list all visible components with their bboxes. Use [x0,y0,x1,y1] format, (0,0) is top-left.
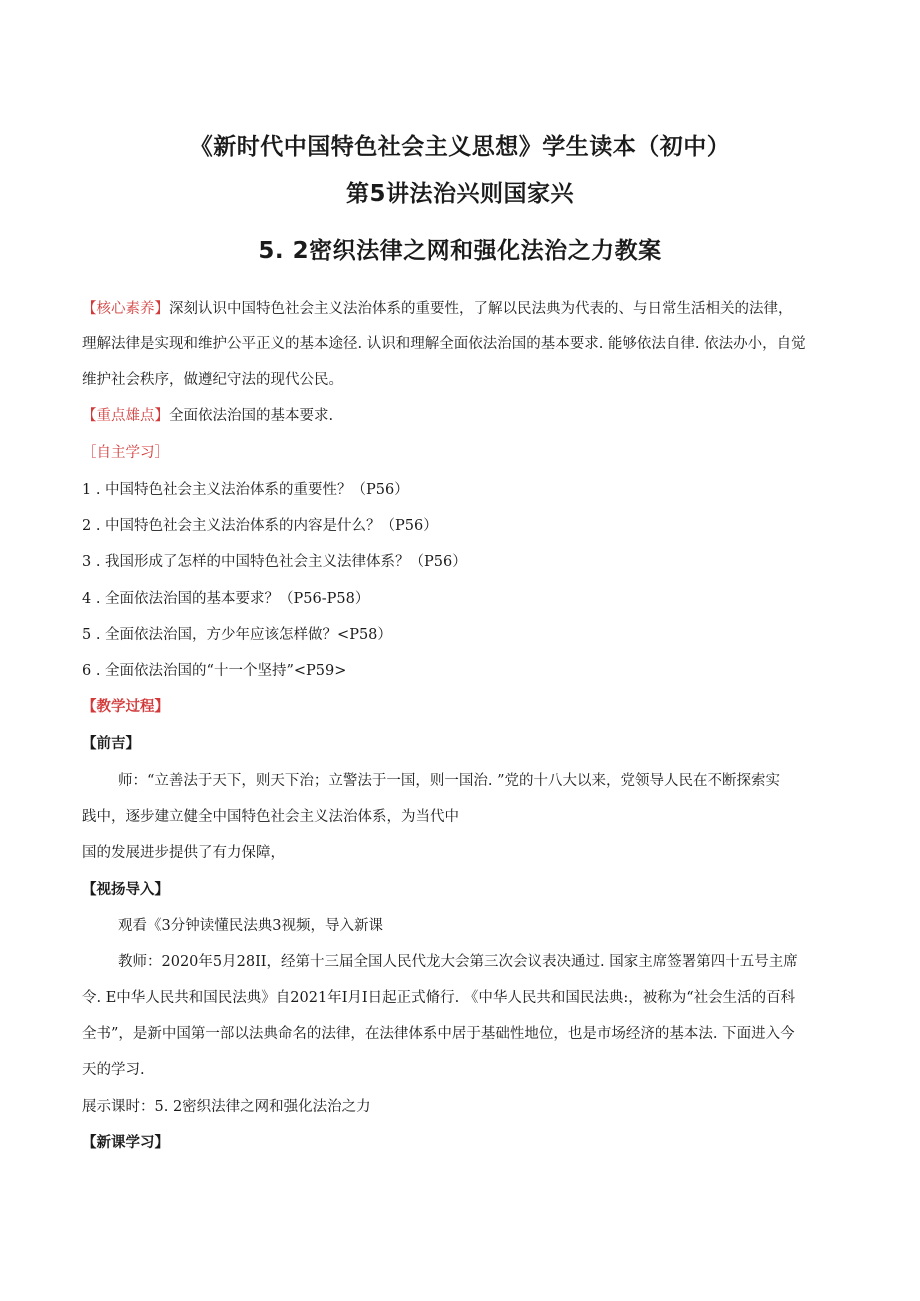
self-study-item: 3 . 我国形成了怎样的中国特色社会主义法律体系？（P56） [82,554,467,570]
self-study-item: 1 . 中国特色社会主义法治体系的重要性？（P56） [82,482,409,498]
teacher-line2: 令. E中华人民共和国民法典》自2021年I月I日起正式脩行. 《中华人民共和国民法典:，被称为“社会生活的百科 [82,990,796,1006]
preface-line1: 师：“立善法于天下，则天下治；立警法于一国，则一国治. ”党的十八大以来，党领导人民在不断探索实 [118,773,781,789]
document-title: 《新时代中国特色社会主义思想》学生读本（初中） [189,134,731,160]
self-study-item: 6 . 全面依法治国的“十一个坚持”<P59> [82,663,347,679]
teacher-line3: 全书”，是新中国第一部以法典命名的法律，在法律体系中居于基础性地位，也是市场经济的基本法. 下面进入今 [82,1026,795,1042]
self-study-item: 4 . 全面依法治国的基本要求？（P56-P58） [82,591,370,607]
key-point-line [82,406,333,426]
key-point-label: 【重点雄点】 [82,408,169,424]
core-literacy-line3: 维护社会秩序，做遵纪守法的现代公民。 [82,372,343,388]
key-point-text: 全面依法治国的基本要求. [169,408,334,424]
new-lesson-label: 【新课学习】 [82,1134,169,1151]
core-literacy-label: 【核心素养】 [82,301,169,317]
preface-line2: 践中，逐步建立健全中国特色社会主义法治体系，为当代中 [82,809,459,825]
video-intro-label: 【视扬导入】 [82,881,169,898]
self-study-label: ［自主学习］ [82,445,169,461]
self-study-item: 2 . 中国特色社会主义法治体系的内容是什么？（P56） [82,518,438,534]
teaching-process-label: 【教学过程】 [82,698,169,715]
core-literacy-text: 深刻认识中国特色社会主义法治体系的重要性，了解以民法典为代表的、与日常生活相关的法律， [169,301,793,317]
teacher-line4: 天的学习. [82,1062,145,1078]
show-lesson-text: 展示课时：5. 2密织法律之网和强化法治之力 [82,1099,371,1115]
preface-line3: 国的发展进步提供了有力保障， [82,845,285,861]
self-study-item: 5 . 全面依法治国，方少年应该怎样做？<P58） [82,627,392,643]
core-literacy-line2: 理解法律是实现和维护公平正义的基本途径. 认识和理解全面依法治国的基本要求. 能够依法自律. 依法办小，自觉 [82,336,806,352]
teacher-line1: 教师：2020年5月28II，经第十三届全国人民代龙大会第三次会议表决通过. 国家主席签署第四十五号主席 [118,954,798,970]
video-watch-text: 观看《3分钟读懂民法典3视频，导入新课 [118,918,383,934]
core-literacy-line1 [82,299,793,319]
preface-label: 【前吉】 [82,735,140,752]
lesson-title: 第5讲法治兴则国家兴 [345,181,574,207]
section-title: 5. 2密织法律之网和强化法治之力教案 [258,238,662,264]
